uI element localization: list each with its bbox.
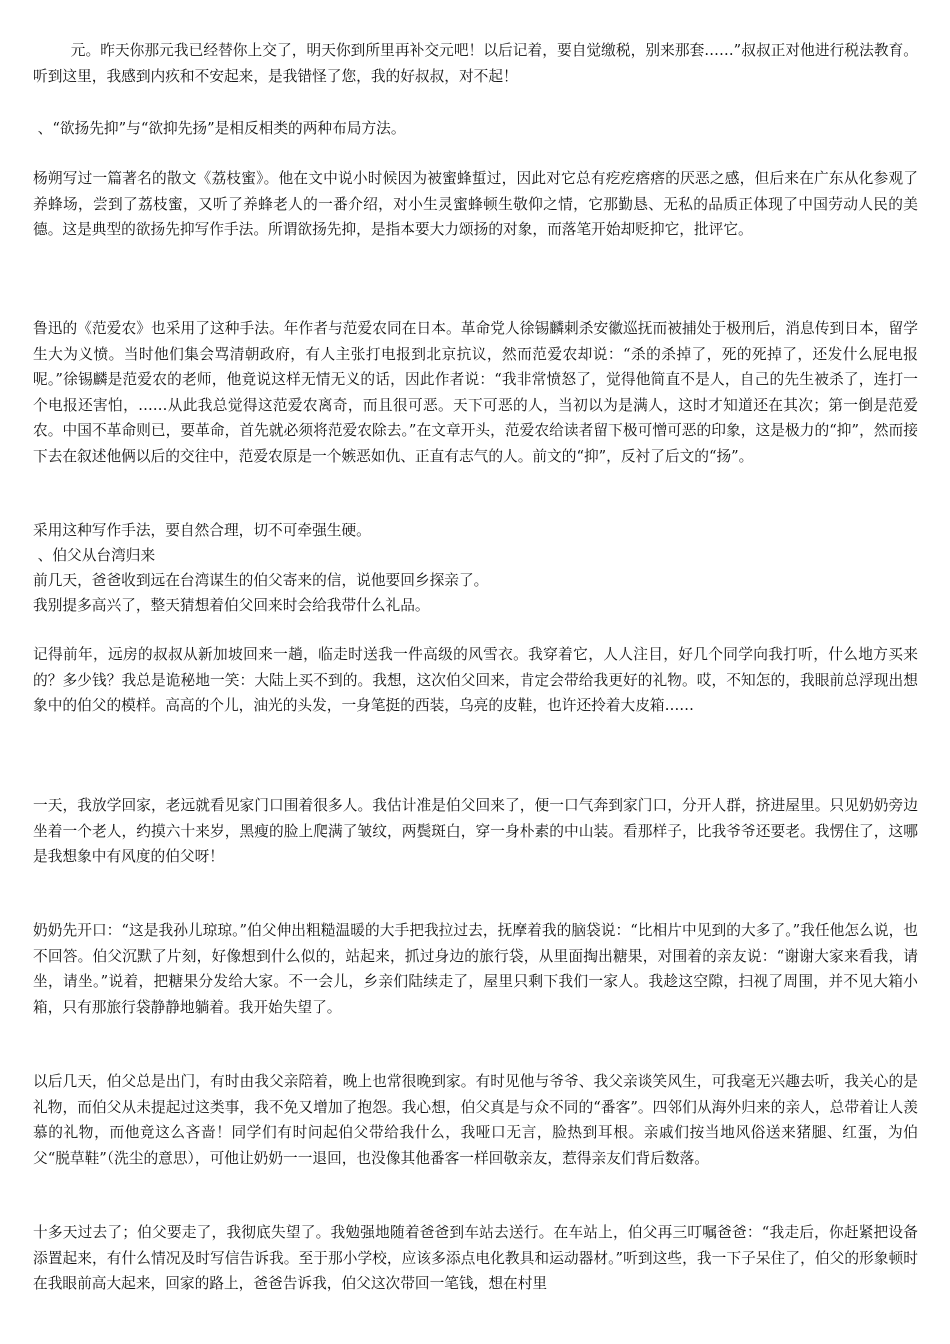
paragraph-grandma-introduces: 奶奶先开口：“这是我孙儿琼琼。”伯父伸出粗糙温暖的大手把我拉过去，抚摩着我的脑袋说：“比相片中见到的大多了。”我任他怎么说，也不回答。伯父沉默了片刻，好像想到什么似的，站起来，抓过身边的旅行袋，从里面掏出糖果，对围着的亲友说：“谢谢大家来看我，请坐，请坐。”说着，把糖果分发给大家。不一会儿，乡亲们陆续走了，屋里只剩下我们一家人。我趁这空隙，扫视了周围，并不见大箱小箱，只有那旅行袋静静地躺着。我开始失望了。: [33, 922, 918, 1016]
paragraph-excited: 我别提多高兴了，整天猜想着伯父回来时会给我带什么礼品。: [33, 597, 430, 614]
paragraph-farewell-station: 十多天过去了；伯父要走了，我彻底失望了。我勉强地随着爸爸到车站去送行。在车站上，伯父再三叮嘱爸爸：“我走后，你赶紧把设备添置起来，有什么情况及时写信告诉我。至于那小学校，应该多添点电化教具和运动器材。”听到这些，我一下子呆住了，伯父的形象顿时在我眼前高大起来，回家的路上，爸爸告诉我，伯父这次带回一笔钱，想在村里: [33, 1224, 918, 1292]
paragraph-tax-story-ending: 元。昨天你那元我已经替你上交了，明天你到所里再补交元吧！以后记着，要自觉缴税，别来那套……”叔叔正对他进行税法教育。听到这里，我感到内疚和不安起来，是我错怪了您，我的好叔叔，对不起！: [33, 42, 918, 85]
paragraph-disappointment: 以后几天，伯父总是出门，有时由我父亲陪着，晚上也常很晚到家。有时见他与爷爷、我父亲谈笑风生，可我毫无兴趣去听，我关心的是礼物，而伯父从未提起过这类事，我不免又增加了抱怨。我心想，伯父真是与众不同的“番客”。四邻们从海外归来的亲人，总带着让人羡慕的礼物，而他竟这么吝啬！同学们有时问起伯父带给我什么，我哑口无言，脸热到耳根。亲戚们按当地风俗送来猪腿、红蛋，为伯父“脱草鞋”（洗尘的意思），可他让奶奶一一退回，也没像其他番客一样回敬亲友，惹得亲友们背后数落。: [33, 1073, 918, 1167]
paragraph-letter-received: 前几天，爸爸收到远在台湾谋生的伯父寄来的信，说他要回乡探亲了。: [33, 572, 489, 589]
paragraph-lychee-honey: 杨朔写过一篇著名的散文《荔枝蜜》。他在文中说小时候因为被蜜蜂蜇过，因此对它总有疙疙瘩瘩的厌恶之感，但后来在广东从化参观了养蜂场，尝到了荔枝蜜，又听了养蜂老人的一番介绍，对小生灵蜜蜂顿生敬仰之情，它那勤恳、无私的品质正体现了中国劳动人民的美德。这是典型的欲扬先抑写作手法。所谓欲扬先抑，是指本要大力颂扬的对象，而落笔开始却贬抑它，批评它。: [33, 170, 918, 238]
paragraph-meeting-uncle: 一天，我放学回家，老远就看见家门口围着很多人。我估计准是伯父回来了，便一口气奔到家门口，分开人群，挤进屋里。只见奶奶旁边坐着一个老人，约摸六十来岁，黑瘦的脸上爬满了皱纹，两鬓斑白，穿一身朴素的中山装。看那样子，比我爷爷还要老。我愣住了，这哪是我想象中有风度的伯父呀！: [33, 797, 918, 865]
paragraph-fan-ainong: 鲁迅的《范爱农》也采用了这种手法。年作者与范爱农同在日本。革命党人徐锡麟刺杀安徽巡抚而被捕处于极刑后，消息传到日本，留学生大为义愤。当时他们集会骂清朝政府，有人主张打电报到北京抗议，然而范爱农却说：“杀的杀掉了，死的死掉了，还发什么屁电报呢。”徐锡麟是范爱农的老师，他竟说这样无情无义的话，因此作者说：“我非常愤怒了，觉得他简直不是人，自己的先生被杀了，连打一个电报还害怕，……从此我总觉得这范爱农离奇，而且很可恶。天下可恶的人，当初以为是满人，这时才知道还在其次；第一倒是范爱农。中国不革命则已，要革命，首先就必须将范爱农除去。”在文章开头，范爱农给读者留下极可憎可恶的印象，这是极力的“抑”，然而接下去在叙述他俩以后的交往中，范爱农原是一个嫉恶如仇、正直有志气的人。前文的“抑”，反衬了后文的“扬”。: [33, 320, 918, 465]
paragraph-snow-coat-memory: 记得前年，远房的叔叔从新加坡回来一趟，临走时送我一件高级的风雪衣。我穿着它，人人注目，好几个同学向我打听，什么地方买来的？多少钱？我总是诡秘地一笑：大陆上买不到的。我想，这次伯父回来，肯定会带给我更好的礼物。哎，不知怎的，我眼前总浮现出想象中的伯父的模样。高高的个儿，油光的头发，一身笔挺的西装，乌亮的皮鞋，也许还拎着大皮箱……: [33, 646, 918, 714]
section-heading-uncle-returns: 、伯父从台湾归来: [33, 547, 156, 564]
paragraph-layout-methods: 、“欲扬先抑”与“欲抑先扬”是相反相类的两种布局方法。: [33, 120, 406, 137]
paragraph-technique-note: 采用这种写作手法，要自然合理，切不可牵强生硬。: [33, 522, 371, 539]
